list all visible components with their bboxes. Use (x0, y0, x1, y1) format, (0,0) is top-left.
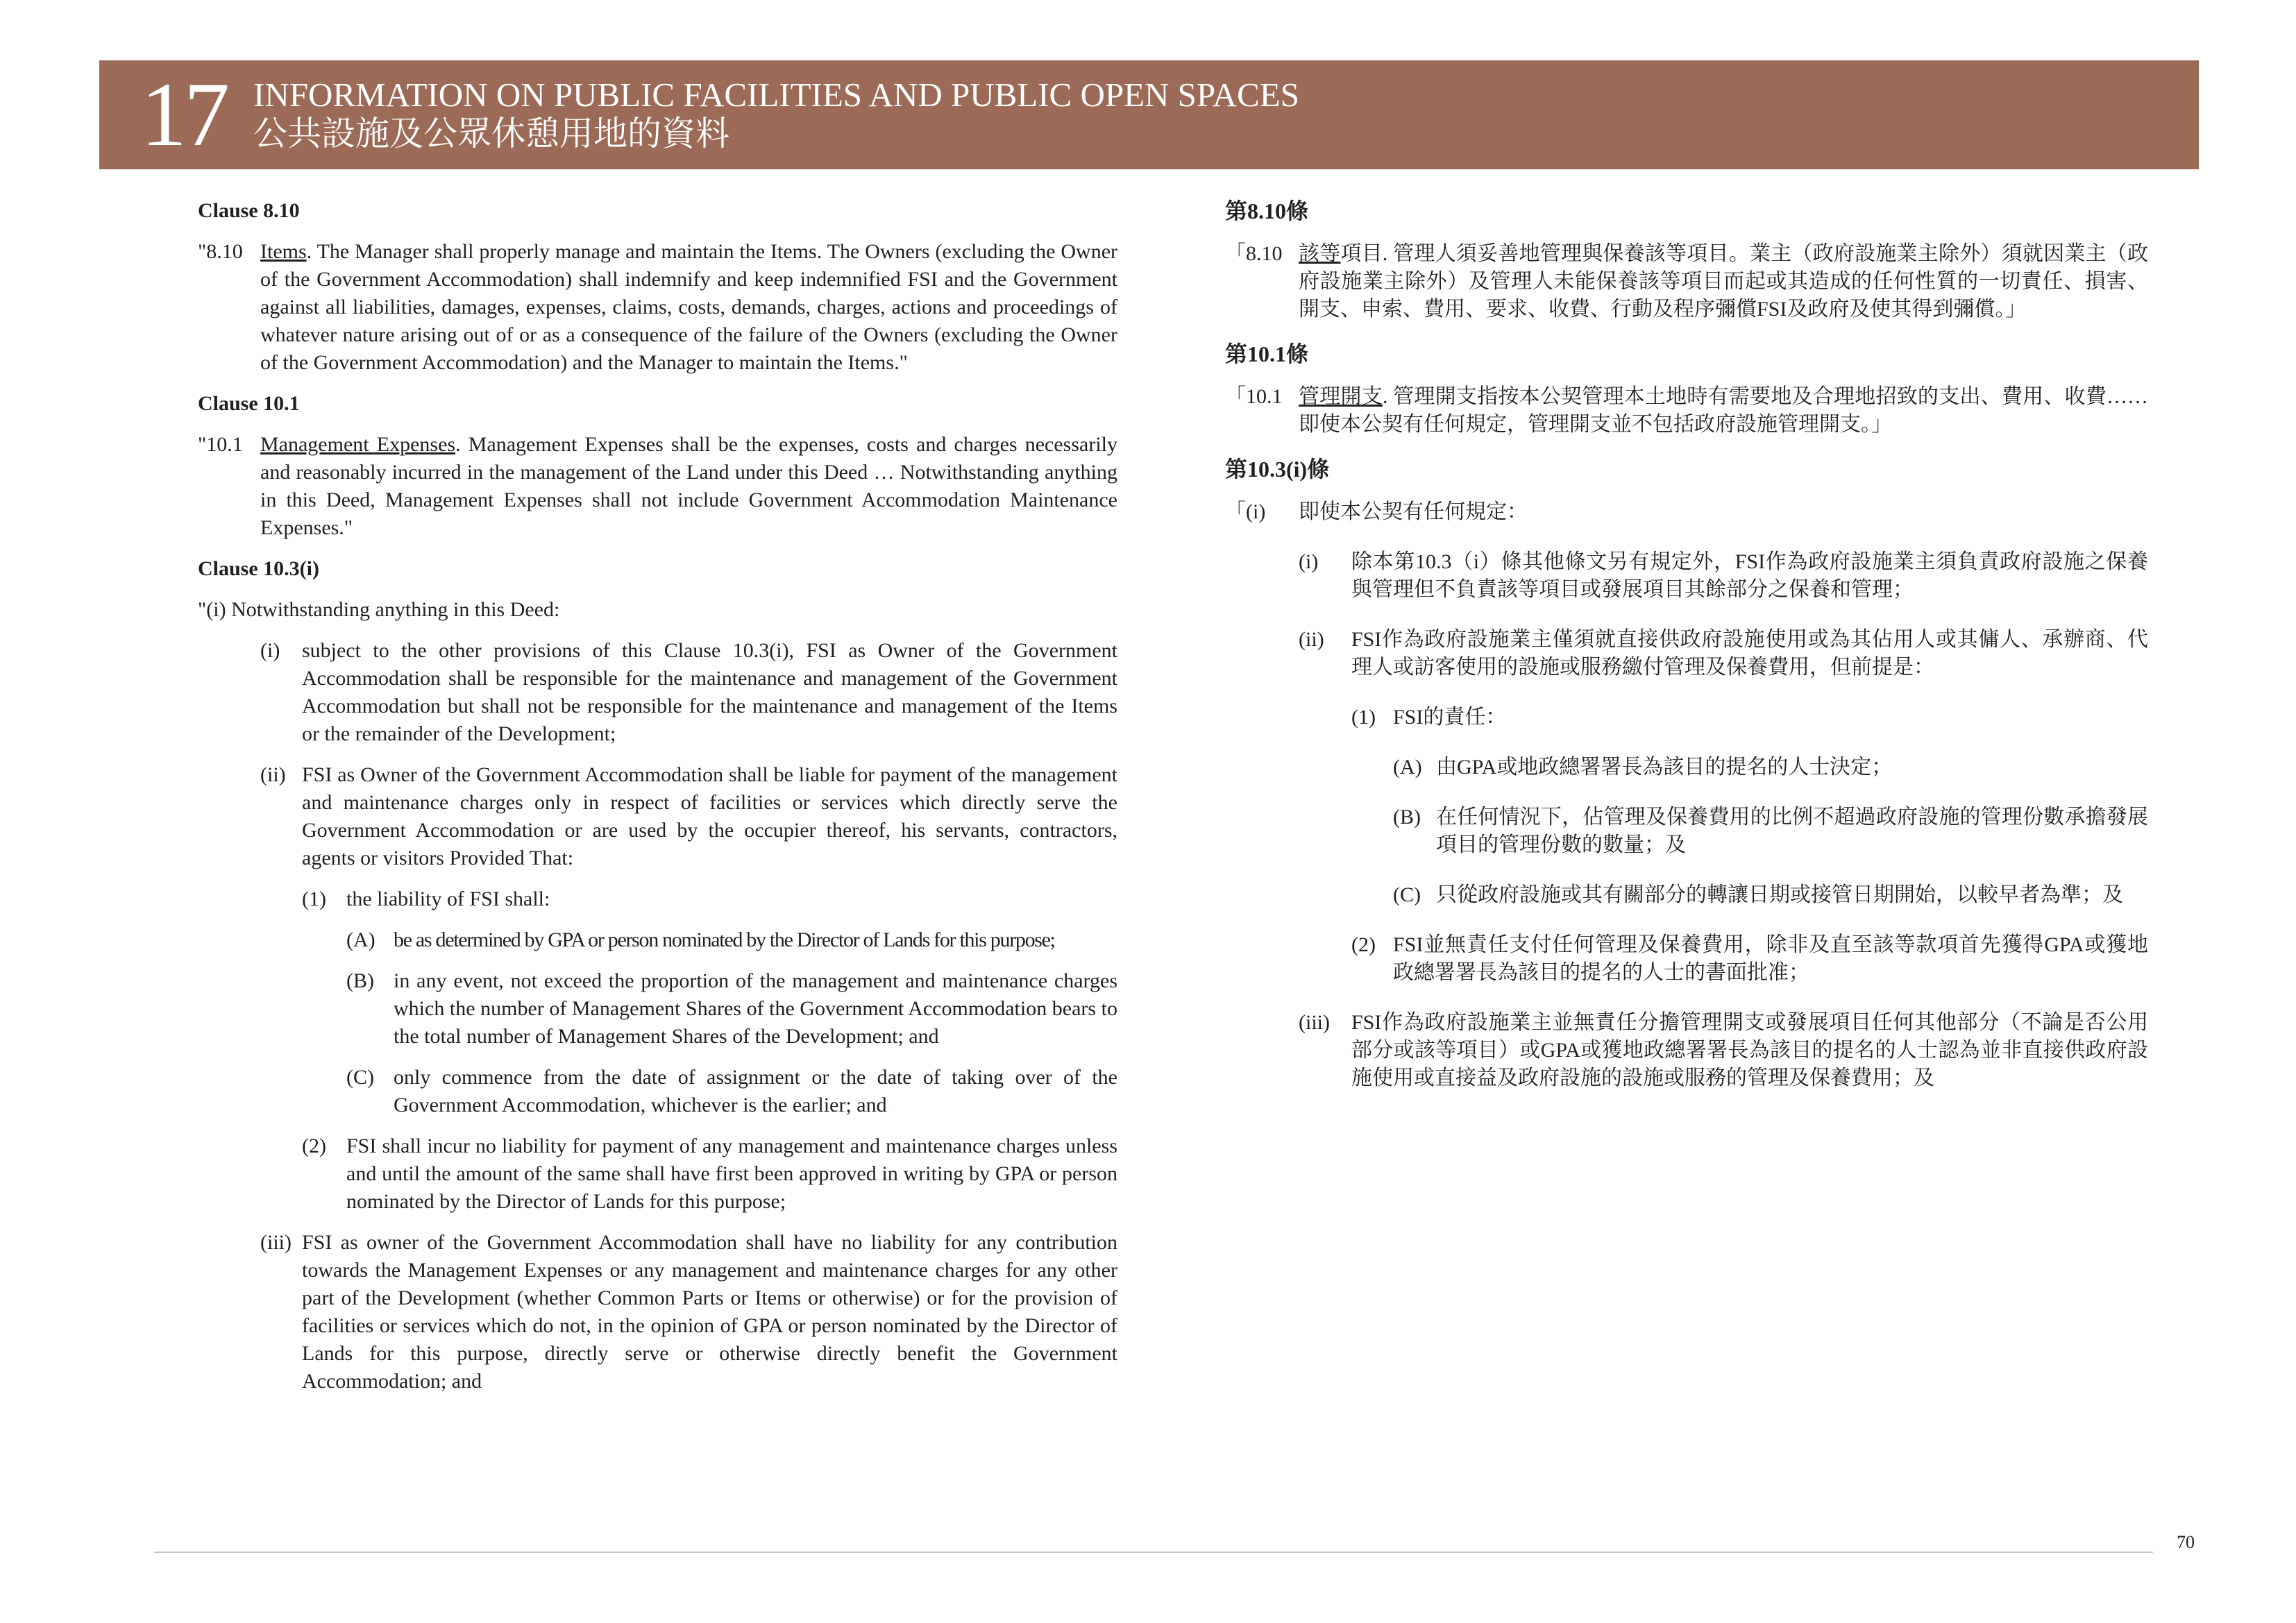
sub-clause (346, 926, 1117, 954)
clause-label: "10.1 (198, 433, 243, 456)
footer-divider (154, 1552, 2153, 1553)
clause-heading: 第10.1條 (1225, 341, 1309, 366)
sub-clause (260, 1229, 1117, 1395)
clause-label: 「10.1 (1225, 385, 1283, 408)
english-column (198, 197, 1117, 1395)
defined-term: Management Expenses (260, 433, 456, 456)
sub-clause-text: FSI as Owner of the Government Accommodation shall be liable for payment of the management and maintenance charges only in respect of facilities or services which directly serve the Government Accommodation or are used by the occupier thereof, his servants, contractors, agents or visitors Provided That: (302, 763, 1117, 869)
clause-text (260, 431, 1117, 542)
sub-clause-label: (i) (1299, 550, 1319, 573)
clause-text (1299, 240, 2148, 323)
sub-clause-label: (ii) (1299, 628, 1324, 651)
clause-body: . 管理開支指按本公契管理本土地時有需要地及合理地招致的支出、費用、收費……即使本公契有任何規定，管理開支並不包括政府設施管理開支。」 (1299, 385, 2149, 436)
sub-clause (346, 967, 1117, 1051)
section-title-zh: 公共設施及公眾休憩用地的資料 (253, 114, 730, 153)
clause-label: 「8.10 (1225, 242, 1283, 265)
sub-clause-label: (iii) (260, 1231, 292, 1254)
sub-clause-text: 由GPA或地政總署署長為該目的提名的人士決定； (1436, 756, 1893, 779)
sub-clause (1299, 626, 2148, 681)
sub-clause-text: FSI作為政府設施業主僅須就直接供政府設施使用或為其佔用人或其傭人、承辦商、代理人或訪客使用的設施或服務繳付管理及保養費用，但前提是： (1351, 628, 2148, 679)
clause-label: "8.10 (198, 240, 243, 263)
sub-clause (1351, 931, 2148, 987)
sub-clause-label: (2) (302, 1135, 326, 1157)
defined-term: 管理開支 (1299, 385, 1383, 408)
clause-paragraph (1225, 240, 2148, 323)
sub-clause-text: 只從政府設施或其有關部分的轉讓日期或接管日期開始，以較早者為準；及 (1436, 883, 2123, 906)
clause-text: 即使本公契有任何規定： (1299, 500, 1528, 523)
sub-clause-text: 在任何情況下，佔管理及保養費用的比例不超過政府設施的管理份數承擔發展項目的管理份數的數量；及 (1436, 806, 2148, 856)
sub-clause-label: (1) (1351, 706, 1376, 729)
sub-clause-text: in any event, not exceed the proportion of the management and maintenance charges which the number of Management Shares of the Government Accommodation bears to the total number of Management Shares of the Development; and (394, 969, 1117, 1048)
sub-clause-text: the liability of FSI shall: (346, 887, 550, 910)
section-banner (99, 60, 2199, 169)
clause-label: 「(i) (1225, 500, 1266, 523)
chinese-column (1225, 197, 2148, 1092)
sub-clause (260, 761, 1117, 872)
clause-paragraph (198, 431, 1117, 542)
sub-clause-label: (A) (346, 928, 375, 951)
clause-paragraph (1225, 383, 2148, 439)
clause-paragraph (198, 238, 1117, 377)
sub-clause-label: (2) (1351, 933, 1376, 956)
sub-clause-text: FSI的責任： (1393, 706, 1507, 729)
sub-clause (302, 1132, 1117, 1216)
sub-clause (1299, 548, 2148, 604)
sub-clause (302, 885, 1117, 913)
clause-heading: 第10.3(i)條 (1225, 457, 1330, 482)
sub-clause (260, 637, 1117, 748)
clause-body: . Management Expenses shall be the expenses, costs and charges necessarily and reasonably incurred in the management of the Land under this Deed … Notwithstanding anything in this Deed, Management Expenses shall not include Government Accommodation Maintenance Expenses." (260, 433, 1117, 539)
clause-body: 項目. 管理人須妥善地管理與保養該等項目。業主（政府設施業主除外）須就因業主（政府設施業主除外）及管理人未能保養該等項目而起或其造成的任何性質的一切責任、損害、開支、申索、費用、要求、收費、行動及程序彌償FSI及政府及使其得到彌償。」 (1299, 242, 2149, 321)
sub-clause-label: (i) (260, 639, 280, 662)
clause-text (260, 238, 1117, 377)
sub-clause-text: FSI as owner of the Government Accommodation shall have no liability for any contribution towards the Management Expenses or any management and maintenance charges for any other part of the Development (whether Common Parts or Items or otherwise) or for the provision of facilities or services which do not, in the opinion of GPA or person nominated by the Director of Lands for this purpose, directly serve or otherwise directly benefit the Government Accommodation; and (302, 1231, 1117, 1393)
sub-clause-label: (C) (1393, 883, 1421, 906)
defined-term: 該等 (1299, 242, 1341, 265)
sub-clause (1299, 1009, 2148, 1092)
sub-clause (1393, 754, 2148, 781)
sub-clause (346, 1064, 1117, 1119)
clause-body: . The Manager shall properly manage and maintain the Items. The Owners (excluding the Owner of the Government Accommodation) shall indemnify and keep indemnified FSI and the Government against all liabilities, damages, expenses, claims, costs, demands, charges, actions and proceedings of whatever nature arising out of or as a consequence of the failure of the Owners (excluding the Owner of the Government Accommodation) and the Manager to maintain the Items." (260, 240, 1117, 374)
sub-clause-text: only commence from the date of assignment or the date of taking over of the Government Accommodation, whichever is the earlier; and (394, 1066, 1117, 1116)
clause-intro: "(i) Notwithstanding anything in this Deed: (198, 598, 560, 621)
clause-text (1299, 383, 2148, 439)
sub-clause-label: (1) (302, 887, 326, 910)
sub-clause-label: (iii) (1299, 1011, 1330, 1034)
section-title-en: INFORMATION ON PUBLIC FACILITIES AND PUBLIC OPEN SPACES (253, 76, 1299, 114)
sub-clause (1393, 804, 2148, 859)
sub-clause (1393, 881, 2148, 909)
sub-clause-label: (ii) (260, 763, 286, 786)
defined-term: Items (260, 240, 307, 263)
sub-clause-text: be as determined by GPA or person nominated by the Director of Lands for this purpose; (394, 928, 1055, 951)
clause-heading: Clause 10.1 (198, 392, 300, 415)
sub-clause-text: FSI shall incur no liability for payment of any management and maintenance charges unless and until the amount of the same shall have first been approved in writing by GPA or person nominated by the Director of Lands for this purpose; (346, 1135, 1117, 1213)
clause-heading: 第8.10條 (1225, 198, 1309, 223)
sub-clause-text: FSI作為政府設施業主並無責任分擔管理開支或發展項目任何其他部分（不論是否公用部分或該等項目）或GPA或獲地政總署署長為該目的提名的人士認為並非直接供政府設施使用或直接益及政府設施的設施或服務的管理及保養費用；及 (1351, 1011, 2148, 1089)
sub-clause-text: FSI並無責任支付任何管理及保養費用，除非及直至該等款項首先獲得GPA或獲地政總署署長為該目的提名的人士的書面批准； (1393, 933, 2148, 984)
clause-heading: Clause 8.10 (198, 199, 300, 222)
sub-clause-label: (A) (1393, 756, 1422, 779)
clause-heading: Clause 10.3(i) (198, 557, 319, 580)
section-number: 17 (141, 63, 227, 165)
sub-clause-label: (B) (1393, 806, 1421, 829)
sub-clause-label: (C) (346, 1066, 374, 1089)
sub-clause (1351, 704, 2148, 731)
sub-clause-text: subject to the other provisions of this Clause 10.3(i), FSI as Owner of the Government Accommodation shall be responsible for the maintenance and management of the Government Accommodation but shall not be responsible for the maintenance and management of the Items or the remainder of the Development; (302, 639, 1117, 745)
sub-clause-label: (B) (346, 969, 374, 992)
page-number: 70 (2177, 1532, 2195, 1552)
clause-intro (1225, 498, 2148, 526)
sub-clause-text: 除本第10.3（i）條其他條文另有規定外，FSI作為政府設施業主須負責政府設施之保養與管理但不負責該等項目或發展項目其餘部分之保養和管理； (1351, 550, 2148, 601)
